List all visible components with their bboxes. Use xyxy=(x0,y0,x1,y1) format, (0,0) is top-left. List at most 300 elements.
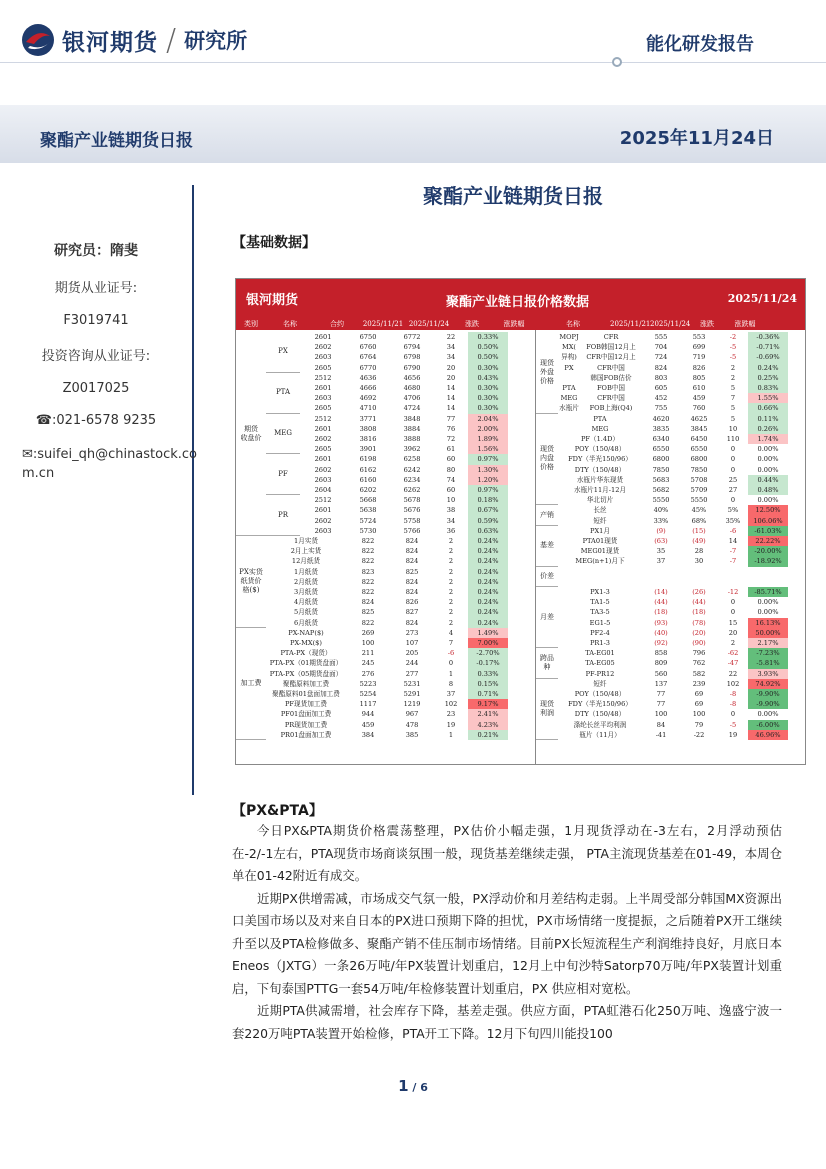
table-cell: 824 xyxy=(405,537,419,545)
table-cell: 5638 xyxy=(359,506,377,515)
table-cell: -18.92% xyxy=(748,556,788,566)
table-cell: 0.24% xyxy=(468,567,508,577)
table-cell: 38 xyxy=(446,506,456,515)
table-cell: 0 xyxy=(730,455,736,464)
table-cell: EG1-5 xyxy=(589,618,611,627)
table-group-label: 加工费 xyxy=(236,628,266,740)
table-cell: 30 xyxy=(694,557,704,566)
table-cell: 0 xyxy=(730,465,736,474)
table-cell: FOB中国 xyxy=(596,384,625,392)
table-cell: 825 xyxy=(405,567,419,576)
table-cell: 2605 xyxy=(314,404,332,413)
table-group-label: PX xyxy=(266,332,300,373)
col-header: 2025/11/24 xyxy=(408,320,450,328)
table-row xyxy=(266,628,508,638)
table-row xyxy=(558,658,788,668)
table-cell: 4.23% xyxy=(468,720,508,730)
table-cell: -12 xyxy=(727,588,739,596)
table-cell: 7 xyxy=(448,639,454,647)
col-header: 涨跌 xyxy=(700,320,714,328)
table-cell: -47 xyxy=(727,659,739,668)
table-cell: (40) xyxy=(654,628,668,637)
table-cell: 6800 xyxy=(690,455,708,464)
email[interactable] xyxy=(0,445,198,483)
table-cell: 719 xyxy=(692,353,706,362)
col-header: 涨跌幅 xyxy=(503,320,525,328)
table-cell: (78) xyxy=(692,618,706,627)
table-cell: 100 xyxy=(654,710,668,719)
table-row xyxy=(558,424,788,434)
table-cell: 824 xyxy=(405,588,419,596)
table-cell: 0.24% xyxy=(468,618,508,628)
table-cell: 74.92% xyxy=(748,679,788,689)
table-group-label: 期货 收盘价 xyxy=(236,332,266,536)
table-cell: 0 xyxy=(730,608,736,617)
table-cell: 822 xyxy=(361,618,375,627)
table-cell: 34 xyxy=(446,343,456,352)
table-cell: FOB上海(Q4) xyxy=(589,404,633,413)
table-cell: 61 xyxy=(446,445,456,454)
table-cell: 826 xyxy=(692,363,706,372)
table-cell: 384 xyxy=(361,730,375,739)
table-cell: 6234 xyxy=(403,475,421,484)
table-cell: 6262 xyxy=(403,486,421,494)
table-cell: 6202 xyxy=(359,486,377,494)
table-cell: 4724 xyxy=(403,404,421,413)
table-cell: PTA01现货 xyxy=(582,537,618,545)
table-cell: (14) xyxy=(654,588,668,596)
col-header: 合约 xyxy=(330,320,344,328)
table-cell: 3.93% xyxy=(748,669,788,679)
table-cell: -2.70% xyxy=(468,648,508,658)
table-row xyxy=(300,505,508,515)
table-cell: 5223 xyxy=(359,679,377,688)
table-cell: 276 xyxy=(361,669,375,678)
table-row xyxy=(558,383,788,393)
table-cell: 2.41% xyxy=(468,709,508,719)
table-row xyxy=(558,363,788,373)
table-cell: -6 xyxy=(447,649,455,658)
table-row xyxy=(300,495,508,505)
table-cell: 2.00% xyxy=(468,424,508,434)
table-cell: 6198 xyxy=(359,455,377,464)
table-cell: 582 xyxy=(692,669,706,678)
table-cell: PTA-PX（01期货盘面） xyxy=(269,659,343,668)
table-cell: (15) xyxy=(692,526,706,535)
table-cell: 2603 xyxy=(314,526,332,535)
table-cell: 0.26% xyxy=(748,424,788,434)
table-cell: 803 xyxy=(654,373,668,382)
table-cell: 110 xyxy=(726,435,740,443)
table-cell: 0.21% xyxy=(468,730,508,740)
table-row xyxy=(558,730,788,740)
table-cell: 0.63% xyxy=(468,526,508,536)
table-cell: -0.69% xyxy=(748,352,788,362)
table-cell: 5709 xyxy=(690,486,708,494)
table-row xyxy=(300,403,508,413)
table-cell: 韩国FOB估价 xyxy=(590,373,632,382)
table-cell: 0.00% xyxy=(757,598,779,607)
table-cell: 2 xyxy=(730,363,736,372)
table-row xyxy=(300,332,508,342)
table-cell: MEG xyxy=(560,394,578,403)
table-row xyxy=(558,577,788,587)
table-row xyxy=(558,393,788,403)
table-cell: 560 xyxy=(654,669,668,678)
table-cell: -2 xyxy=(729,333,737,341)
table-cell: 1.74% xyxy=(748,434,788,444)
table-cell: 2602 xyxy=(314,516,332,525)
table-row xyxy=(266,546,508,556)
table-cell: 0.24% xyxy=(468,607,508,617)
table-cell: 9.17% xyxy=(468,699,508,709)
table-cell xyxy=(718,577,748,587)
table-cell: 5291 xyxy=(403,690,421,698)
table-cell: 0.66% xyxy=(748,403,788,413)
table-row xyxy=(558,465,788,475)
table-cell: 5678 xyxy=(403,496,421,505)
table-cell: 2月上实货 xyxy=(290,547,322,556)
table-cell: 0.24% xyxy=(468,597,508,607)
table-row xyxy=(300,414,508,424)
invest-cert: Z0017025 xyxy=(62,381,130,396)
table-cell: 2 xyxy=(448,608,454,617)
table-row xyxy=(266,648,508,658)
table-cell: MEG xyxy=(591,424,609,433)
table-row xyxy=(558,597,788,607)
table-cell: 水瓶片 xyxy=(559,404,579,413)
table-row xyxy=(558,669,788,679)
table-cell xyxy=(680,567,718,577)
table-cell: 4666 xyxy=(359,384,377,392)
table-row xyxy=(266,597,508,607)
banner-date: 2025年11月24日 xyxy=(619,128,774,149)
table-cell: 273 xyxy=(405,628,419,637)
table-row xyxy=(266,669,508,679)
table-cell: 2.04% xyxy=(468,414,508,424)
table-cell: 8 xyxy=(448,679,454,688)
table-row xyxy=(558,628,788,638)
table-cell: 106.06% xyxy=(748,516,788,526)
table-cell: PF01盘面加工费 xyxy=(280,710,332,719)
table-cell: 2601 xyxy=(314,424,332,433)
table-cell: -22 xyxy=(693,730,705,739)
table-cell: 14 xyxy=(446,404,456,413)
table-cell: (63) xyxy=(654,537,668,545)
table-cell: 10 xyxy=(728,424,738,433)
table-cell: TA1-5 xyxy=(590,598,610,607)
table-cell: 37 xyxy=(656,557,666,566)
table-cell: (20) xyxy=(692,628,706,637)
table-cell: 796 xyxy=(692,649,706,658)
table-cell: 0.15% xyxy=(468,679,508,689)
table-cell: 0.33% xyxy=(468,669,508,679)
table-cell: 0.67% xyxy=(468,505,508,515)
table-cell: 22 xyxy=(446,333,456,341)
table-cell: 6772 xyxy=(403,333,421,341)
table-cell: 6794 xyxy=(403,343,421,352)
table-cell: 1.30% xyxy=(468,465,508,475)
table-group-label: 基差 xyxy=(536,526,558,567)
col-header: 名称 xyxy=(283,320,297,328)
table-cell: MOPJ xyxy=(559,333,579,341)
table-cell: 5% xyxy=(727,506,739,515)
table-cell: 5231 xyxy=(403,679,421,688)
table-cell: 短纤 xyxy=(593,516,607,525)
table-cell: 77 xyxy=(446,414,456,423)
paragraph: 今日PX&PTA期货价格震荡整理，PX估价小幅走强，1月现货浮动在-3左右，2月浮动预估在-2/-1左右，PTA现货市场商谈氛围一般，现货基差继续走强， PTA主流现货基差在01-49，本周仓单在01-42附近有成交。 xyxy=(232,823,782,883)
table-cell: 2 xyxy=(448,588,454,596)
table-cell: TA-EG05 xyxy=(585,659,615,668)
table-group-label: 现货 外盘 价格 xyxy=(536,332,558,414)
table-cell: 0.00% xyxy=(757,445,779,454)
table-row xyxy=(558,454,788,464)
table-group-label: 价差 xyxy=(536,567,558,587)
table-cell: 2601 xyxy=(314,333,332,341)
table-cell: 5683 xyxy=(652,475,670,484)
table-cell: -8 xyxy=(729,690,737,698)
table-cell: 0.24% xyxy=(468,536,508,546)
table-row xyxy=(266,638,508,648)
table-cell: PX1月 xyxy=(590,526,610,535)
table-cell: 452 xyxy=(654,394,668,403)
table-cell: 822 xyxy=(361,588,375,596)
price-table-header xyxy=(236,279,805,319)
table-cell: PF现货加工费 xyxy=(285,700,327,709)
table-cell: 0.00% xyxy=(757,710,779,719)
table-cell: 967 xyxy=(405,710,419,719)
commentary xyxy=(232,820,782,1045)
table-cell: -41 xyxy=(655,730,667,739)
table-cell: PF（1.4D） xyxy=(581,435,619,443)
table-cell: -5 xyxy=(729,353,737,362)
table-cell: 205 xyxy=(405,649,419,658)
table-cell: 0 xyxy=(448,659,454,668)
table-cell: 华北切片 xyxy=(586,496,614,505)
table-cell: 0 xyxy=(730,598,736,607)
table-cell: 4706 xyxy=(403,394,421,403)
table-cell: 60 xyxy=(446,455,456,464)
table-cell: 4680 xyxy=(403,384,421,392)
table-cell: 5550 xyxy=(652,496,670,505)
table-cell: 805 xyxy=(692,373,706,382)
table-cell: PF2-4 xyxy=(590,628,610,637)
table-cell: CFR中国 xyxy=(597,363,625,372)
table-cell: 1月纸货 xyxy=(294,567,318,576)
table-cell: 69 xyxy=(694,690,704,698)
table-row xyxy=(300,342,508,352)
table-cell: (44) xyxy=(692,598,706,607)
table-cell: 5708 xyxy=(690,475,708,484)
table-row xyxy=(300,373,508,383)
table-cell: 22.22% xyxy=(748,536,788,546)
table-cell: 2602 xyxy=(314,435,332,443)
table-cell: 4625 xyxy=(690,414,708,423)
table-cell: 短纤 xyxy=(593,679,607,688)
table-cell: 0.25% xyxy=(748,373,788,383)
table-cell: 5766 xyxy=(403,526,421,535)
table-row xyxy=(266,720,508,730)
table-cell: 79 xyxy=(694,720,704,729)
table-cell: PX-MX($) xyxy=(290,639,322,647)
table-cell: PX xyxy=(564,363,574,372)
table-cell: 6764 xyxy=(359,353,377,362)
table-row xyxy=(300,454,508,464)
table-row xyxy=(266,577,508,587)
page-number xyxy=(0,1077,826,1095)
table-cell: 824 xyxy=(405,618,419,627)
email-line-2: m.cn xyxy=(22,466,55,481)
table-cell: 2512 xyxy=(314,373,332,382)
table-cell: 277 xyxy=(405,669,419,678)
table-cell: 22 xyxy=(728,669,738,678)
table-cell: 459 xyxy=(692,394,706,403)
table-cell: 245 xyxy=(361,659,375,668)
table-cell: 3884 xyxy=(403,424,421,433)
header-divider: / xyxy=(166,22,177,58)
table-cell xyxy=(558,577,642,587)
table-cell: 16.13% xyxy=(748,618,788,628)
table-cell: 824 xyxy=(361,598,375,607)
department-name: 研究所 xyxy=(184,29,248,53)
table-row xyxy=(266,607,508,617)
table-cell: 6258 xyxy=(403,455,421,464)
table-cell: 2603 xyxy=(314,394,332,403)
table-cell: 2601 xyxy=(314,506,332,515)
section-basic-data: 【基础数据】 xyxy=(232,235,316,251)
table-group-label: 现货 内盘 价格 xyxy=(536,414,558,506)
table-cell: 0.48% xyxy=(748,485,788,495)
table-row xyxy=(558,475,788,485)
table-cell: 7850 xyxy=(652,465,670,474)
table-row xyxy=(300,444,508,454)
table-cell: 6550 xyxy=(690,445,708,454)
invest-cert-label: 投资咨询从业证号: xyxy=(41,349,151,364)
table-cell xyxy=(748,577,788,587)
table-row xyxy=(558,444,788,454)
table-cell: 0.24% xyxy=(468,546,508,556)
table-cell: 100 xyxy=(692,710,706,719)
table-row xyxy=(300,434,508,444)
table-row xyxy=(300,363,508,373)
table-cell: 822 xyxy=(361,557,375,566)
table-row xyxy=(558,689,788,699)
table-cell: 5254 xyxy=(359,690,377,698)
table-cell: 824 xyxy=(405,577,419,586)
table-group-label: PTA xyxy=(266,373,300,414)
table-cell: CFR中国 xyxy=(597,394,625,403)
table-cell: 239 xyxy=(692,679,706,688)
table-cell: 0.44% xyxy=(748,475,788,485)
table-cell: 0.24% xyxy=(468,556,508,566)
table-cell: 2 xyxy=(448,618,454,627)
table-cell: 0.11% xyxy=(748,414,788,424)
table-cell: 35% xyxy=(725,516,741,525)
table-cell: 0 xyxy=(730,496,736,505)
table-cell: 3816 xyxy=(359,435,377,443)
table-row xyxy=(266,567,508,577)
table-cell: 6750 xyxy=(359,333,377,341)
table-cell: 2601 xyxy=(314,384,332,392)
table-cell: 6800 xyxy=(652,455,670,464)
table-cell: PR现货加工费 xyxy=(284,720,328,729)
table-cell: 6760 xyxy=(359,343,377,352)
table-cell: 1月实货 xyxy=(294,537,318,545)
table-cell: 385 xyxy=(405,730,419,739)
table-row xyxy=(300,465,508,475)
table-row xyxy=(558,342,788,352)
table-row xyxy=(558,618,788,628)
table-cell: PTA-PX（现货） xyxy=(280,649,332,658)
table-cell: -0.36% xyxy=(748,332,788,342)
table-cell: 0.43% xyxy=(468,373,508,383)
table-cell: 2601 xyxy=(314,455,332,464)
table-cell: 0.59% xyxy=(468,516,508,526)
table-cell: 2512 xyxy=(314,414,332,423)
table-cell: PR01盘面加工费 xyxy=(280,730,332,739)
table-cell: 822 xyxy=(361,537,375,545)
table-cell: TA3-5 xyxy=(590,608,610,617)
table-cell: 14 xyxy=(446,384,456,392)
table-cell: 1.55% xyxy=(748,393,788,403)
table-cell: 1.89% xyxy=(468,434,508,444)
table-cell: 33% xyxy=(653,516,669,525)
table-cell: 20 xyxy=(446,363,456,372)
table-cell: -0.17% xyxy=(468,658,508,668)
table-cell: 12月纸货 xyxy=(291,557,321,566)
table-cell: 2 xyxy=(448,598,454,607)
table-row xyxy=(558,485,788,495)
table-cell: 1.20% xyxy=(468,475,508,485)
table-cell: 46.96% xyxy=(748,730,788,740)
table-group-label: PF xyxy=(266,454,300,495)
table-cell: 944 xyxy=(361,710,375,719)
table-row xyxy=(300,352,508,362)
table-row xyxy=(558,648,788,658)
table-cell: -85.71% xyxy=(748,587,788,597)
table-cell: -62 xyxy=(727,649,739,658)
table-cell: (90) xyxy=(692,639,706,647)
table-cell: 3835 xyxy=(652,424,670,433)
table-cell: 4656 xyxy=(403,373,421,382)
table-cell: 3771 xyxy=(359,414,377,423)
table-cell: (49) xyxy=(692,537,706,545)
table-row xyxy=(266,556,508,566)
table-cell: 2605 xyxy=(314,445,332,454)
table-cell: -7.23% xyxy=(748,648,788,658)
col-header: 名称 xyxy=(566,320,580,328)
table-cell: 0 xyxy=(730,445,736,454)
phone: ☎:021-6578 9235 xyxy=(35,413,157,428)
table-cell: 0.33% xyxy=(468,332,508,342)
table-cell: 2604 xyxy=(314,486,332,494)
table-cell: 825 xyxy=(361,608,375,617)
table-cell: 80 xyxy=(446,465,456,474)
table-cell: 269 xyxy=(361,628,375,637)
table-cell: 2 xyxy=(730,373,736,382)
galaxy-logo-icon xyxy=(20,22,56,58)
table-cell: 4710 xyxy=(359,404,377,413)
table-cell: 20 xyxy=(446,373,456,382)
table-cell: PTA xyxy=(562,384,576,392)
table-cell: 5 xyxy=(730,414,736,423)
table-date: 2025/11/24 xyxy=(727,292,797,305)
table-cell: 0.30% xyxy=(468,363,508,373)
table-cell: -9.90% xyxy=(748,699,788,709)
table-cell: PF-PR12 xyxy=(585,669,615,678)
table-cell: 704 xyxy=(654,343,668,352)
paragraph: 近期PTA供减需增，社会库存下降，基差走强。供应方面，PTA虹港石化250万吨、逸盛宁波一套220万吨PTA装置开始检修，PTA开工下降。12月下旬四川能投100 xyxy=(232,1003,782,1041)
